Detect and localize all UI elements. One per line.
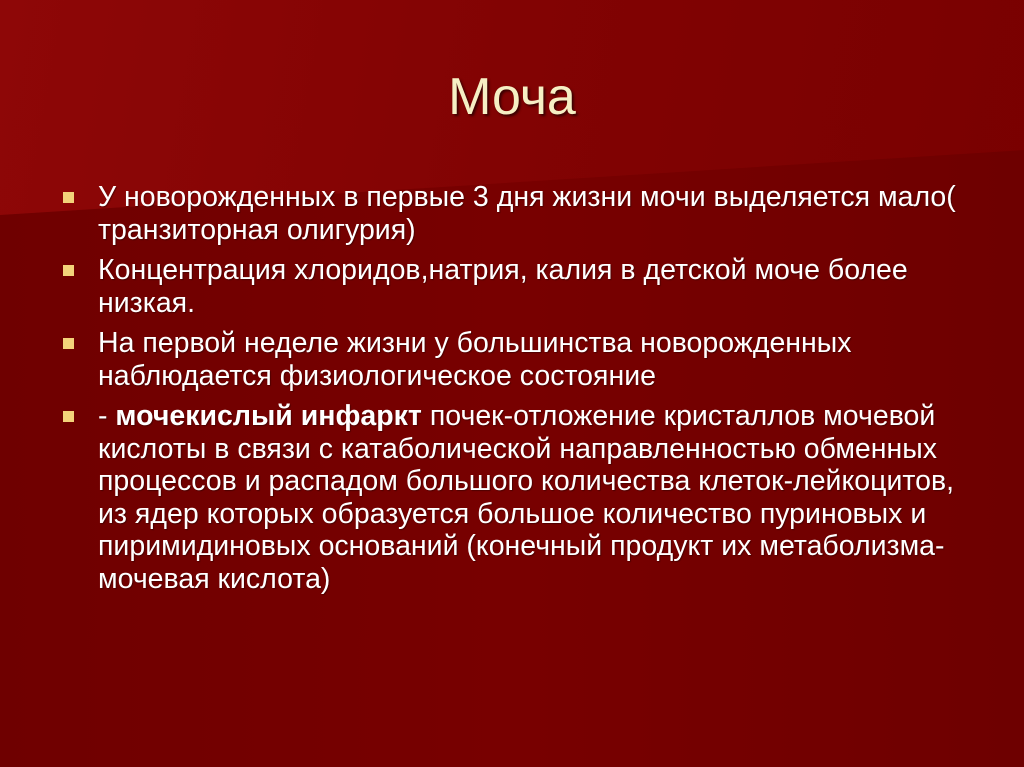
bullet-text: На первой неделе жизни у большинства новорожденных наблюдается физиологическое состояние — [98, 327, 852, 392]
bullet-item-2 — [62, 254, 982, 319]
square-bullet-icon — [63, 411, 74, 422]
square-bullet-icon — [63, 192, 74, 203]
bullet-item-1 — [62, 181, 982, 246]
bullet-text: У новорожденных в первые 3 дня жизни мочи выделяется мало( транзиторная олигурия) — [98, 181, 956, 246]
square-bullet-icon — [63, 338, 74, 349]
square-bullet-icon — [63, 265, 74, 276]
slide-title: Моча — [448, 68, 576, 126]
bullet-text: почек-отложение кристаллов мочевой кислоты в связи с катаболической направленностью обменных процессов и распадом большого количества клеток-лейкоцитов, из ядер которых образуется большое количество пуриновых и пиримидиновых оснований (конечный продукт их метаболизма-мочевая кислота) — [98, 400, 955, 595]
bullet-item-4 — [62, 400, 982, 595]
bullet-item-3 — [62, 327, 982, 392]
bullet-list — [62, 181, 982, 603]
bullet-prefix: - — [98, 400, 116, 432]
bullet-text: Концентрация хлоридов,натрия, калия в детской моче более низкая. — [98, 254, 908, 319]
bullet-emphasis-term: мочекислый инфаркт — [115, 400, 422, 432]
